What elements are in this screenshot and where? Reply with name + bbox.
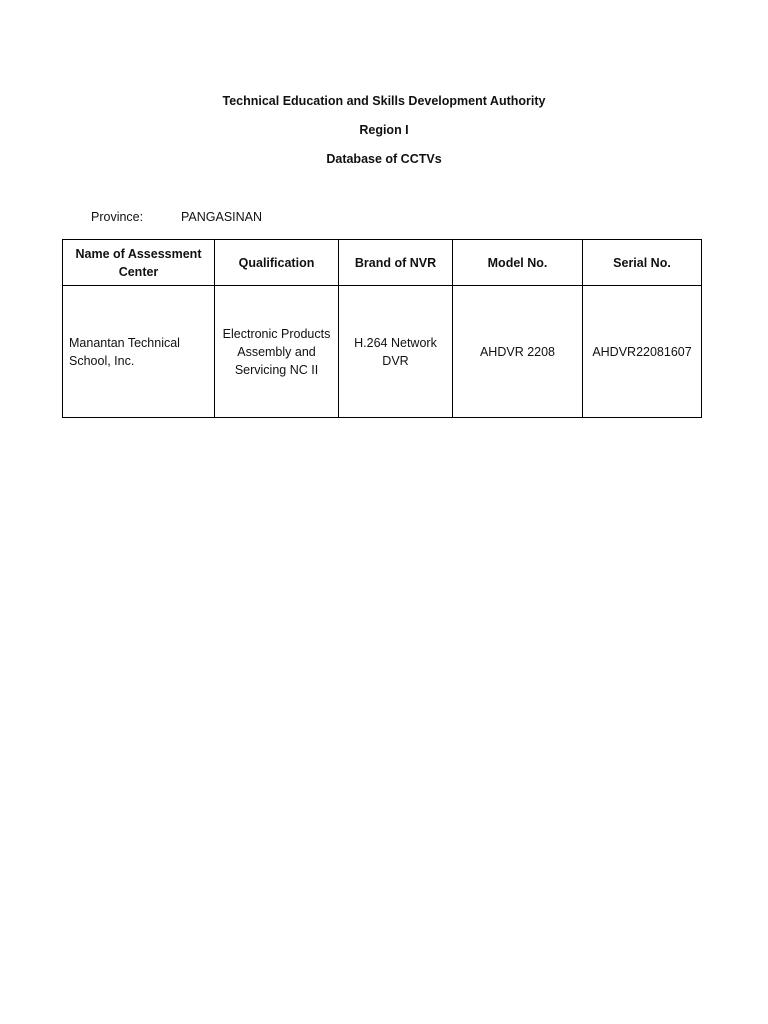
- cell-qualification: Electronic Products Assembly and Servicing NC II: [215, 286, 339, 418]
- header-qualification: Qualification: [215, 240, 339, 286]
- agency-title: Technical Education and Skills Development Authority: [222, 94, 546, 108]
- region-title: Region I: [359, 123, 409, 137]
- database-title: Database of CCTVs: [326, 152, 442, 166]
- cctv-table: [62, 239, 702, 418]
- province-label: Province:: [91, 210, 144, 224]
- cell-serial-no: AHDVR22081607: [583, 286, 702, 418]
- header-assessment-center: Name of Assessment Center: [63, 240, 215, 286]
- header-model-no: Model No.: [453, 240, 583, 286]
- cell-brand-of-nvr: H.264 Network DVR: [339, 286, 453, 418]
- header-brand-of-nvr: Brand of NVR: [339, 240, 453, 286]
- cell-assessment-center: Manantan Technical School, Inc.: [63, 286, 215, 418]
- table-row: [63, 286, 702, 418]
- province-value: PANGASINAN: [181, 210, 263, 224]
- cell-model-no: AHDVR 2208: [453, 286, 583, 418]
- header-serial-no: Serial No.: [583, 240, 702, 286]
- table-header-row: [63, 240, 702, 286]
